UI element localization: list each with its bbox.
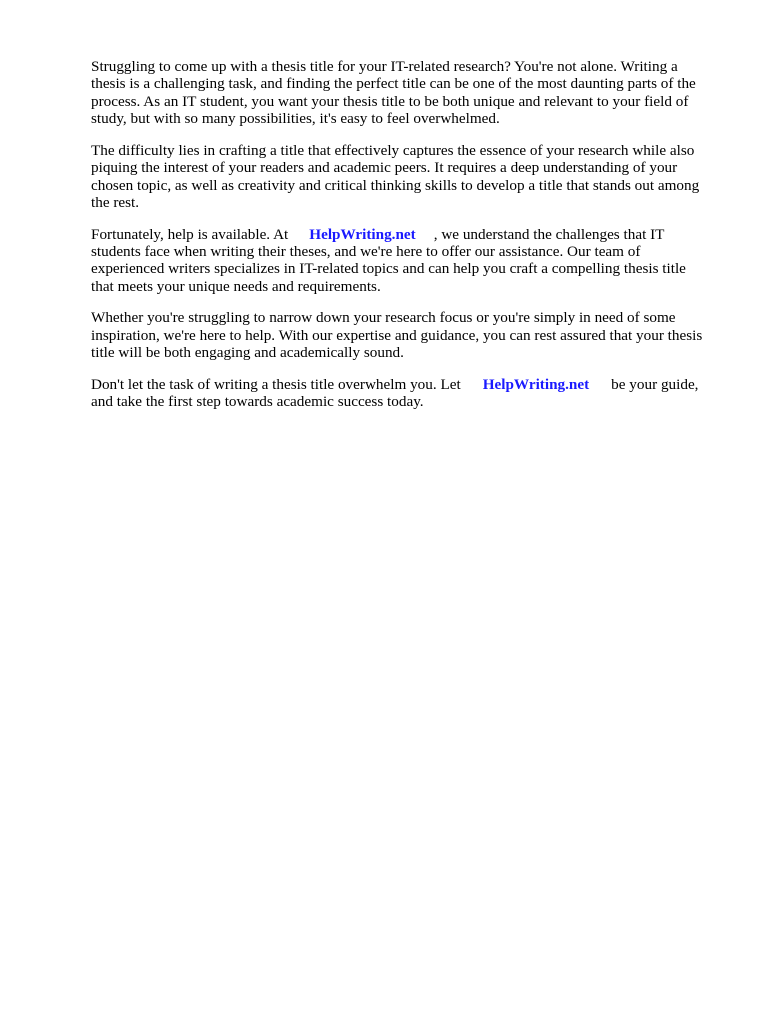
text-line: students face when writing their theses, and we're here to offer our assistance. Our team of	[91, 243, 641, 261]
text-line: process. As an IT student, you want your thesis title to be both unique and relevant to your field of	[91, 92, 689, 110]
paragraph-intro	[91, 58, 721, 128]
helpwriting-link[interactable]: HelpWriting.net	[309, 225, 416, 243]
document-page	[91, 58, 721, 425]
text-line: Whether you're struggling to narrow down your research focus or you're simply in need of some	[91, 309, 676, 327]
text-line: thesis is a challenging task, and finding the perfect title can be one of the most daunting parts of the	[91, 75, 696, 93]
text-line: inspiration, we're here to help. With our expertise and guidance, you can rest assured that your thesis	[91, 326, 703, 344]
text-line	[91, 226, 721, 243]
text-segment: , we understand the challenges that IT	[433, 225, 665, 243]
text-line: chosen topic, as well as creativity and critical thinking skills to develop a title that stands out among	[91, 176, 700, 194]
text-line: piquing the interest of your readers and academic peers. It requires a deep understanding of your	[91, 159, 678, 177]
text-segment: be your guide,	[611, 375, 699, 393]
paragraph-help	[91, 226, 721, 296]
text-line: the rest.	[91, 194, 140, 212]
text-line: experienced writers specializes in IT-related topics and can help you craft a compelling thesis title	[91, 260, 686, 278]
text-line: Struggling to come up with a thesis title for your IT-related research? You're not alone. Writing a	[91, 58, 678, 75]
text-segment: Don't let the task of writing a thesis title overwhelm you. Let	[91, 375, 461, 393]
text-line: and take the first step towards academic success today.	[91, 393, 424, 411]
text-segment: Fortunately, help is available. At	[91, 225, 289, 243]
text-line: study, but with so many possibilities, it's easy to feel overwhelmed.	[91, 110, 500, 128]
text-line: title will be both engaging and academically sound.	[91, 344, 404, 362]
text-line: The difficulty lies in crafting a title that effectively captures the essence of your research while also	[91, 141, 695, 159]
text-line	[91, 376, 721, 393]
text-line: that meets your unique needs and requirements.	[91, 277, 381, 295]
paragraph-difficulty	[91, 142, 721, 212]
helpwriting-link[interactable]: HelpWriting.net	[482, 375, 590, 393]
paragraph-support	[91, 309, 721, 361]
paragraph-closing	[91, 376, 721, 411]
